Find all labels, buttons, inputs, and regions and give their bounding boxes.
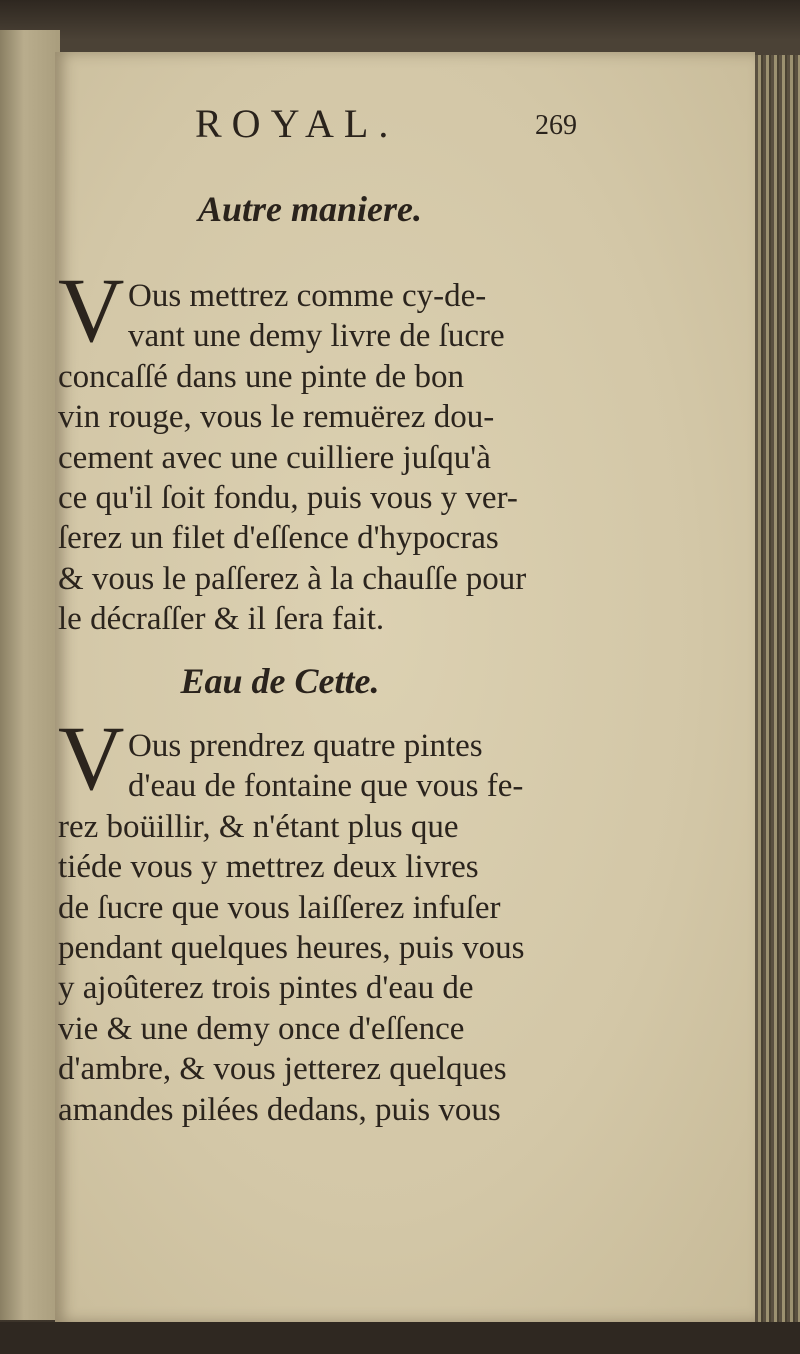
page-stack-edge: [755, 55, 800, 1325]
text-line: Ous prendrez quatre pintes: [128, 728, 483, 764]
text-line: tiéde vous y mettrez deux livres: [58, 849, 479, 886]
paragraph-autre-maniere: [58, 276, 598, 640]
text-line: ſerez un filet d'eſſence d'hypocras: [58, 520, 499, 557]
text-line: y ajoûterez trois pintes d'eau de: [58, 970, 474, 1007]
text-line: vant une demy livre de ſucre: [128, 318, 505, 355]
drop-cap: V: [58, 707, 125, 809]
paragraph-eau-de-cette: [58, 726, 598, 1130]
text-line: & vous le paſſerez à la chauſſe pour: [58, 560, 527, 597]
text-line: le décraſſer & il ſera fait.: [58, 601, 385, 638]
text-line: rez boüillir, & n'étant plus que: [58, 808, 459, 845]
text-line: ce qu'il ſoit fondu, puis vous y ver-: [58, 479, 518, 516]
drop-cap: V: [58, 259, 125, 361]
section-title-eau-de-cette: Eau de Cette.: [180, 661, 380, 701]
text-line: vie & une demy once d'eſſence: [58, 1010, 465, 1047]
text-line: pendant quelques heures, puis vous: [58, 929, 525, 966]
text-line: Ous mettrez comme cy-de-: [128, 278, 487, 314]
background-bottom: [0, 1322, 800, 1354]
running-head: ROYAL.: [195, 101, 399, 146]
text-line: cement avec une cuilliere juſqu'à: [58, 439, 491, 476]
section-title-autre-maniere: Autre maniere.: [197, 189, 422, 229]
text-line: de ſucre que vous laiſſerez infuſer: [58, 889, 501, 926]
text-line: vin rouge, vous le remuërez dou-: [58, 399, 495, 436]
text-line: d'eau de fontaine que vous fe-: [128, 768, 524, 805]
text-line: d'ambre, & vous jetterez quelques: [58, 1051, 507, 1088]
text-line: concaſſé dans une pinte de bon: [58, 358, 464, 395]
text-line: amandes pilées dedans, puis vous: [58, 1091, 501, 1128]
page-number: 269: [535, 110, 577, 141]
